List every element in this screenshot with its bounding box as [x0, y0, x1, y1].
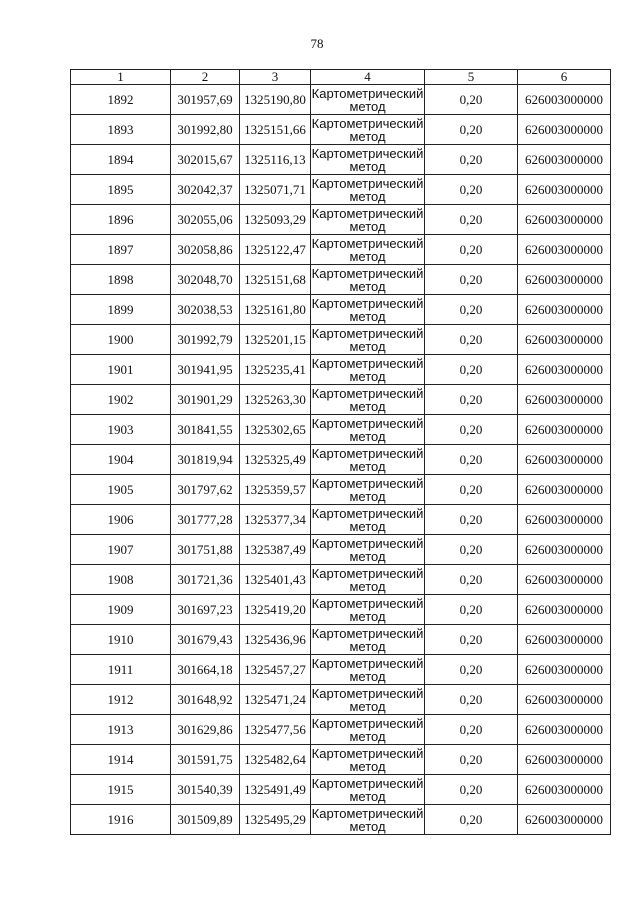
method-cell — [311, 445, 425, 475]
method-line-2: метод — [349, 818, 386, 834]
x-coordinate-cell: 302038,53 — [171, 295, 240, 325]
y-coordinate-cell: 1325071,71 — [240, 175, 311, 205]
y-coordinate-cell: 1325151,68 — [240, 265, 311, 295]
y-coordinate-cell: 1325387,49 — [240, 535, 311, 565]
method-line-1: Картометрический — [311, 655, 424, 671]
accuracy-cell: 0,20 — [425, 415, 518, 445]
table-row — [71, 175, 611, 205]
x-coordinate-cell: 302055,06 — [171, 205, 240, 235]
table-row — [71, 535, 611, 565]
method-line-2: метод — [349, 398, 386, 414]
code-cell: 626003000000 — [518, 745, 611, 775]
accuracy-cell: 0,20 — [425, 295, 518, 325]
method-line-2: метод — [349, 728, 386, 744]
code-cell: 626003000000 — [518, 655, 611, 685]
accuracy-cell: 0,20 — [425, 715, 518, 745]
accuracy-cell: 0,20 — [425, 475, 518, 505]
table-row — [71, 565, 611, 595]
method-line-2: метод — [349, 488, 386, 504]
method-line-2: метод — [349, 668, 386, 684]
method-line-2: метод — [349, 368, 386, 384]
method-cell — [311, 205, 425, 235]
point-number-cell: 1906 — [71, 505, 171, 535]
method-line-2: метод — [349, 98, 386, 114]
x-coordinate-cell: 301797,62 — [171, 475, 240, 505]
table-row — [71, 265, 611, 295]
method-line-1: Картометрический — [311, 685, 424, 701]
method-cell — [311, 385, 425, 415]
accuracy-cell: 0,20 — [425, 505, 518, 535]
y-coordinate-cell: 1325122,47 — [240, 235, 311, 265]
y-coordinate-cell: 1325359,57 — [240, 475, 311, 505]
method-cell — [311, 145, 425, 175]
method-line-1: Картометрический — [311, 205, 424, 221]
point-number-cell: 1907 — [71, 535, 171, 565]
method-cell — [311, 325, 425, 355]
method-line-1: Картометрический — [311, 85, 424, 101]
column-header: 5 — [425, 70, 518, 85]
x-coordinate-cell: 301992,80 — [171, 115, 240, 145]
table-row — [71, 235, 611, 265]
table-row — [71, 715, 611, 745]
method-cell — [311, 415, 425, 445]
method-line-2: метод — [349, 188, 386, 204]
column-header: 3 — [240, 70, 311, 85]
method-line-2: метод — [349, 218, 386, 234]
code-cell: 626003000000 — [518, 565, 611, 595]
code-cell: 626003000000 — [518, 625, 611, 655]
x-coordinate-cell: 301664,18 — [171, 655, 240, 685]
accuracy-cell: 0,20 — [425, 205, 518, 235]
point-number-cell: 1892 — [71, 85, 171, 115]
table-row — [71, 775, 611, 805]
table-row — [71, 685, 611, 715]
point-number-cell: 1893 — [71, 115, 171, 145]
table-row — [71, 505, 611, 535]
point-number-cell: 1915 — [71, 775, 171, 805]
point-number-cell: 1916 — [71, 805, 171, 835]
x-coordinate-cell: 301679,43 — [171, 625, 240, 655]
table-body — [71, 85, 611, 835]
accuracy-cell: 0,20 — [425, 325, 518, 355]
table-row — [71, 475, 611, 505]
point-number-cell: 1902 — [71, 385, 171, 415]
table-row — [71, 385, 611, 415]
method-line-2: метод — [349, 548, 386, 564]
method-line-2: метод — [349, 608, 386, 624]
method-cell — [311, 565, 425, 595]
method-line-1: Картометрический — [311, 115, 424, 131]
x-coordinate-cell: 301721,36 — [171, 565, 240, 595]
method-cell — [311, 175, 425, 205]
code-cell: 626003000000 — [518, 445, 611, 475]
code-cell: 626003000000 — [518, 355, 611, 385]
point-number-cell: 1905 — [71, 475, 171, 505]
method-line-2: метод — [349, 338, 386, 354]
x-coordinate-cell: 301901,29 — [171, 385, 240, 415]
x-coordinate-cell: 301591,75 — [171, 745, 240, 775]
accuracy-cell: 0,20 — [425, 595, 518, 625]
x-coordinate-cell: 301819,94 — [171, 445, 240, 475]
point-number-cell: 1912 — [71, 685, 171, 715]
table-row — [71, 805, 611, 835]
method-cell — [311, 115, 425, 145]
accuracy-cell: 0,20 — [425, 805, 518, 835]
point-number-cell: 1895 — [71, 175, 171, 205]
y-coordinate-cell: 1325116,13 — [240, 145, 311, 175]
method-cell — [311, 475, 425, 505]
method-line-1: Картометрический — [311, 565, 424, 581]
method-line-1: Картометрический — [311, 325, 424, 341]
y-coordinate-cell: 1325235,41 — [240, 355, 311, 385]
y-coordinate-cell: 1325377,34 — [240, 505, 311, 535]
y-coordinate-cell: 1325161,80 — [240, 295, 311, 325]
code-cell: 626003000000 — [518, 505, 611, 535]
y-coordinate-cell: 1325151,66 — [240, 115, 311, 145]
x-coordinate-cell: 301957,69 — [171, 85, 240, 115]
code-cell: 626003000000 — [518, 715, 611, 745]
method-line-1: Картометрический — [311, 355, 424, 371]
point-number-cell: 1898 — [71, 265, 171, 295]
method-line-2: метод — [349, 128, 386, 144]
accuracy-cell: 0,20 — [425, 685, 518, 715]
point-number-cell: 1900 — [71, 325, 171, 355]
table-row — [71, 325, 611, 355]
table-row — [71, 625, 611, 655]
code-cell: 626003000000 — [518, 415, 611, 445]
method-line-1: Картометрический — [311, 595, 424, 611]
method-line-1: Картометрический — [311, 505, 424, 521]
code-cell: 626003000000 — [518, 805, 611, 835]
method-line-2: метод — [349, 428, 386, 444]
x-coordinate-cell: 301751,88 — [171, 535, 240, 565]
code-cell: 626003000000 — [518, 175, 611, 205]
method-line-1: Картометрический — [311, 625, 424, 641]
code-cell: 626003000000 — [518, 85, 611, 115]
accuracy-cell: 0,20 — [425, 535, 518, 565]
method-cell — [311, 355, 425, 385]
y-coordinate-cell: 1325325,49 — [240, 445, 311, 475]
method-line-2: метод — [349, 158, 386, 174]
y-coordinate-cell: 1325482,64 — [240, 745, 311, 775]
method-line-2: метод — [349, 758, 386, 774]
code-cell: 626003000000 — [518, 205, 611, 235]
accuracy-cell: 0,20 — [425, 775, 518, 805]
accuracy-cell: 0,20 — [425, 355, 518, 385]
method-line-1: Картометрический — [311, 385, 424, 401]
table-row — [71, 145, 611, 175]
method-line-1: Картометрический — [311, 535, 424, 551]
method-line-1: Картометрический — [311, 145, 424, 161]
point-number-cell: 1896 — [71, 205, 171, 235]
accuracy-cell: 0,20 — [425, 145, 518, 175]
method-cell — [311, 625, 425, 655]
column-header: 1 — [71, 70, 171, 85]
method-line-2: метод — [349, 308, 386, 324]
y-coordinate-cell: 1325471,24 — [240, 685, 311, 715]
accuracy-cell: 0,20 — [425, 745, 518, 775]
table-header-row — [71, 70, 611, 85]
method-cell — [311, 265, 425, 295]
y-coordinate-cell: 1325401,43 — [240, 565, 311, 595]
y-coordinate-cell: 1325093,29 — [240, 205, 311, 235]
table-row — [71, 115, 611, 145]
code-cell: 626003000000 — [518, 385, 611, 415]
method-line-2: метод — [349, 458, 386, 474]
table-row — [71, 745, 611, 775]
x-coordinate-cell: 302042,37 — [171, 175, 240, 205]
method-cell — [311, 775, 425, 805]
method-cell — [311, 85, 425, 115]
method-line-2: метод — [349, 788, 386, 804]
column-header: 4 — [311, 70, 425, 85]
table-row — [71, 355, 611, 385]
y-coordinate-cell: 1325302,65 — [240, 415, 311, 445]
y-coordinate-cell: 1325263,30 — [240, 385, 311, 415]
x-coordinate-cell: 301777,28 — [171, 505, 240, 535]
method-cell — [311, 535, 425, 565]
method-cell — [311, 685, 425, 715]
method-cell — [311, 505, 425, 535]
x-coordinate-cell: 302058,86 — [171, 235, 240, 265]
method-line-2: метод — [349, 698, 386, 714]
y-coordinate-cell: 1325477,56 — [240, 715, 311, 745]
y-coordinate-cell: 1325457,27 — [240, 655, 311, 685]
accuracy-cell: 0,20 — [425, 235, 518, 265]
method-line-2: метод — [349, 248, 386, 264]
y-coordinate-cell: 1325491,49 — [240, 775, 311, 805]
accuracy-cell: 0,20 — [425, 85, 518, 115]
table-row — [71, 595, 611, 625]
code-cell: 626003000000 — [518, 595, 611, 625]
point-number-cell: 1913 — [71, 715, 171, 745]
method-line-2: метод — [349, 278, 386, 294]
accuracy-cell: 0,20 — [425, 565, 518, 595]
method-cell — [311, 805, 425, 835]
y-coordinate-cell: 1325495,29 — [240, 805, 311, 835]
point-number-cell: 1908 — [71, 565, 171, 595]
point-number-cell: 1894 — [71, 145, 171, 175]
accuracy-cell: 0,20 — [425, 175, 518, 205]
accuracy-cell: 0,20 — [425, 655, 518, 685]
code-cell: 626003000000 — [518, 325, 611, 355]
method-line-2: метод — [349, 578, 386, 594]
x-coordinate-cell: 302048,70 — [171, 265, 240, 295]
page-number: 78 — [310, 36, 324, 51]
method-cell — [311, 295, 425, 325]
point-number-cell: 1899 — [71, 295, 171, 325]
column-header: 2 — [171, 70, 240, 85]
method-line-1: Картометрический — [311, 235, 424, 251]
point-number-cell: 1910 — [71, 625, 171, 655]
accuracy-cell: 0,20 — [425, 265, 518, 295]
point-number-cell: 1909 — [71, 595, 171, 625]
method-line-1: Картометрический — [311, 775, 424, 791]
table-row — [71, 655, 611, 685]
point-number-cell: 1903 — [71, 415, 171, 445]
method-cell — [311, 715, 425, 745]
x-coordinate-cell: 301648,92 — [171, 685, 240, 715]
code-cell: 626003000000 — [518, 265, 611, 295]
table-row — [71, 85, 611, 115]
code-cell: 626003000000 — [518, 295, 611, 325]
table-row — [71, 205, 611, 235]
x-coordinate-cell: 301540,39 — [171, 775, 240, 805]
column-header: 6 — [518, 70, 611, 85]
accuracy-cell: 0,20 — [425, 625, 518, 655]
method-line-1: Картометрический — [311, 445, 424, 461]
y-coordinate-cell: 1325419,20 — [240, 595, 311, 625]
table-row — [71, 295, 611, 325]
accuracy-cell: 0,20 — [425, 385, 518, 415]
code-cell: 626003000000 — [518, 235, 611, 265]
x-coordinate-cell: 301629,86 — [171, 715, 240, 745]
accuracy-cell: 0,20 — [425, 115, 518, 145]
point-number-cell: 1901 — [71, 355, 171, 385]
method-line-1: Картометрический — [311, 415, 424, 431]
y-coordinate-cell: 1325201,15 — [240, 325, 311, 355]
x-coordinate-cell: 302015,67 — [171, 145, 240, 175]
method-line-1: Картометрический — [311, 175, 424, 191]
method-line-2: метод — [349, 638, 386, 654]
coordinates-table — [70, 69, 611, 835]
x-coordinate-cell: 301941,95 — [171, 355, 240, 385]
code-cell: 626003000000 — [518, 475, 611, 505]
method-cell — [311, 655, 425, 685]
method-line-1: Картометрический — [311, 745, 424, 761]
x-coordinate-cell: 301841,55 — [171, 415, 240, 445]
x-coordinate-cell: 301509,89 — [171, 805, 240, 835]
code-cell: 626003000000 — [518, 685, 611, 715]
point-number-cell: 1897 — [71, 235, 171, 265]
y-coordinate-cell: 1325190,80 — [240, 85, 311, 115]
x-coordinate-cell: 301992,79 — [171, 325, 240, 355]
method-line-1: Картометрический — [311, 715, 424, 731]
point-number-cell: 1914 — [71, 745, 171, 775]
x-coordinate-cell: 301697,23 — [171, 595, 240, 625]
method-line-1: Картометрический — [311, 295, 424, 311]
code-cell: 626003000000 — [518, 115, 611, 145]
method-line-1: Картометрический — [311, 805, 424, 821]
method-line-1: Картометрический — [311, 475, 424, 491]
method-cell — [311, 235, 425, 265]
method-line-2: метод — [349, 518, 386, 534]
point-number-cell: 1904 — [71, 445, 171, 475]
accuracy-cell: 0,20 — [425, 445, 518, 475]
code-cell: 626003000000 — [518, 535, 611, 565]
method-cell — [311, 595, 425, 625]
table-row — [71, 445, 611, 475]
method-cell — [311, 745, 425, 775]
point-number-cell: 1911 — [71, 655, 171, 685]
code-cell: 626003000000 — [518, 145, 611, 175]
y-coordinate-cell: 1325436,96 — [240, 625, 311, 655]
method-line-1: Картометрический — [311, 265, 424, 281]
table-row — [71, 415, 611, 445]
code-cell: 626003000000 — [518, 775, 611, 805]
